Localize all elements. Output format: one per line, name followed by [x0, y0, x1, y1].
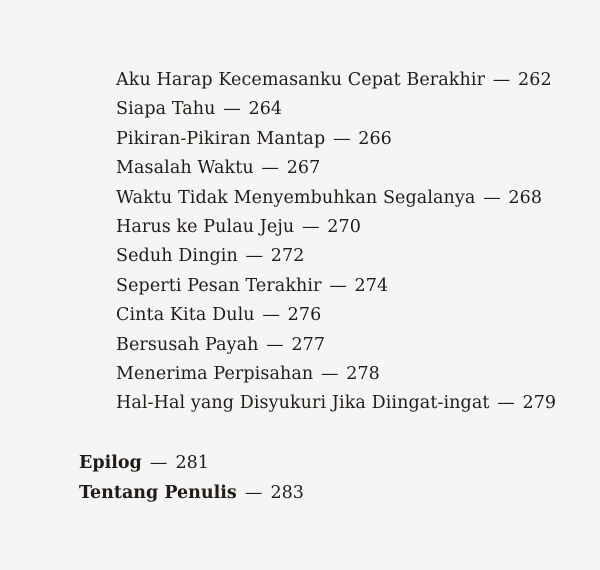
toc-entry-title: Cinta Kita Dulu: [116, 305, 255, 326]
toc-dash: —: [261, 158, 280, 179]
toc-dash: —: [329, 275, 347, 296]
toc-entry-title: Waktu Tidak Menyembuhkan Segalanya: [116, 187, 476, 208]
toc-entry: [116, 360, 556, 389]
toc-entry: [116, 154, 556, 183]
toc-entry-page: 270: [327, 216, 361, 237]
toc-dash: —: [266, 334, 284, 355]
toc-dash: —: [244, 483, 263, 503]
toc-entry-title: Seperti Pesan Terakhir: [116, 275, 322, 296]
toc-entry-page: 274: [354, 275, 389, 296]
toc-dash: —: [332, 128, 351, 149]
toc-back-matter-entry: [79, 478, 304, 508]
toc-dash: —: [301, 216, 320, 237]
toc-dash: —: [262, 305, 280, 326]
toc-entry-page: 262: [518, 70, 552, 90]
toc-entry: [116, 213, 556, 242]
toc-entry: [116, 125, 556, 154]
toc-dash: —: [492, 70, 511, 90]
toc-entry-page: 279: [522, 393, 557, 414]
toc-entry: [116, 301, 556, 330]
toc-entry-title: Aku Harap Kecemasanku Cepat Berakhir: [116, 70, 486, 90]
toc-dash: —: [149, 453, 168, 473]
toc-entry: [116, 242, 556, 271]
toc-entry-page: 266: [358, 128, 392, 149]
toc-entry-page: 281: [175, 453, 209, 473]
toc-entry-page: 264: [248, 99, 283, 120]
toc-entry: [116, 66, 556, 95]
toc-entry: [116, 95, 556, 124]
toc-back-matter-entry: [79, 448, 304, 478]
toc-entry-title: Pikiran-Pikiran Mantap: [116, 128, 326, 149]
toc-entry-page: 268: [508, 187, 543, 208]
toc-entry-title: Siapa Tahu: [116, 99, 216, 120]
toc-entry-page: 272: [270, 246, 305, 267]
toc-entry: [116, 184, 556, 213]
toc-entry-title: Epilog: [79, 453, 142, 473]
toc-entry-title: Masalah Waktu: [116, 158, 254, 179]
toc-dash: —: [245, 246, 264, 267]
toc-entry-page: 276: [287, 305, 322, 326]
toc-entry: [116, 272, 556, 301]
toc-entry-title: Hal-Hal yang Disyukuri Jika Diingat-ingat: [116, 393, 490, 414]
toc-dash: —: [320, 363, 339, 384]
toc-chapter-list: [116, 66, 556, 419]
toc-entry-page: 267: [286, 158, 321, 179]
toc-entry: [116, 389, 556, 418]
toc-entry-title: Menerima Perpisahan: [116, 363, 314, 384]
toc-entry-title: Harus ke Pulau Jeju: [116, 216, 295, 237]
toc-entry-page: 283: [270, 483, 304, 503]
toc-dash: —: [223, 99, 241, 120]
toc-entry-title: Seduh Dingin: [116, 246, 238, 267]
toc-entry-title: Tentang Penulis: [79, 483, 237, 503]
toc-entry-page: 277: [291, 334, 326, 355]
toc-dash: —: [497, 393, 515, 414]
toc-entry-page: 278: [346, 363, 380, 384]
toc-dash: —: [483, 187, 501, 208]
toc-back-matter-list: [79, 448, 304, 508]
toc-entry-title: Bersusah Payah: [116, 334, 259, 355]
toc-entry: [116, 331, 556, 360]
